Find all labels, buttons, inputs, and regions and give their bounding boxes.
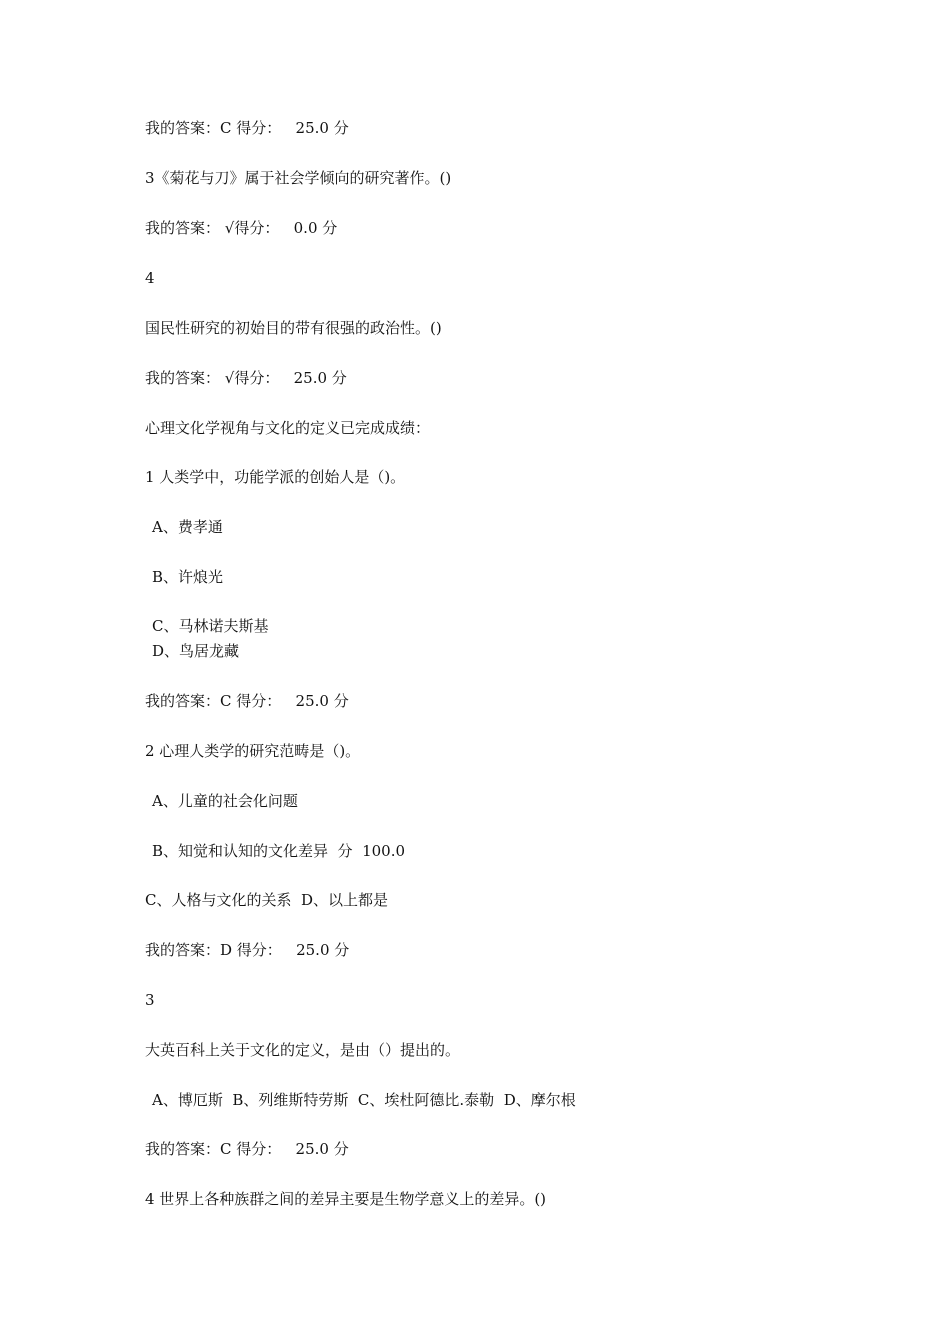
option-line: B、知觉和认知的文化差异 分 100.0 bbox=[152, 842, 406, 860]
question-number: 4 bbox=[145, 269, 155, 287]
option-line: A、儿童的社会化问题 bbox=[152, 792, 298, 810]
answer-line: 我的答案： √得分： 25.0 分 bbox=[145, 369, 347, 387]
answer-line: 我的答案：C 得分： 25.0 分 bbox=[145, 1140, 349, 1158]
option-line: B、许烺光 bbox=[152, 568, 224, 586]
question-text: 国民性研究的初始目的带有很强的政治性。() bbox=[145, 319, 442, 337]
question-text: 大英百科上关于文化的定义，是由（）提出的。 bbox=[145, 1041, 461, 1059]
question-text: 4 世界上各种族群之间的差异主要是生物学意义上的差异。() bbox=[145, 1190, 547, 1208]
answer-line: 我的答案：C 得分： 25.0 分 bbox=[145, 119, 349, 137]
answer-line: 我的答案：C 得分： 25.0 分 bbox=[145, 692, 349, 710]
option-line: A、费孝通 bbox=[152, 518, 223, 536]
option-line: C、马林诺夫斯基 bbox=[152, 617, 269, 635]
question-number: 3 bbox=[145, 991, 155, 1009]
section-heading: 心理文化学视角与文化的定义已完成成绩： bbox=[145, 419, 431, 437]
option-line: C、人格与文化的关系 D、以上都是 bbox=[145, 891, 389, 909]
answer-line: 我的答案： √得分： 0.0 分 bbox=[145, 219, 338, 237]
option-line: A、博厄斯 B、列维斯特劳斯 C、埃杜阿德比.泰勒 D、摩尔根 bbox=[152, 1091, 576, 1109]
question-text: 3《菊花与刀》属于社会学倾向的研究著作。() bbox=[145, 169, 452, 187]
option-line: D、鸟居龙藏 bbox=[152, 642, 240, 660]
question-text: 2 心理人类学的研究范畴是（)。 bbox=[145, 742, 361, 760]
answer-line: 我的答案：D 得分： 25.0 分 bbox=[145, 941, 350, 959]
question-text: 1 人类学中，功能学派的创始人是（)。 bbox=[145, 468, 406, 486]
